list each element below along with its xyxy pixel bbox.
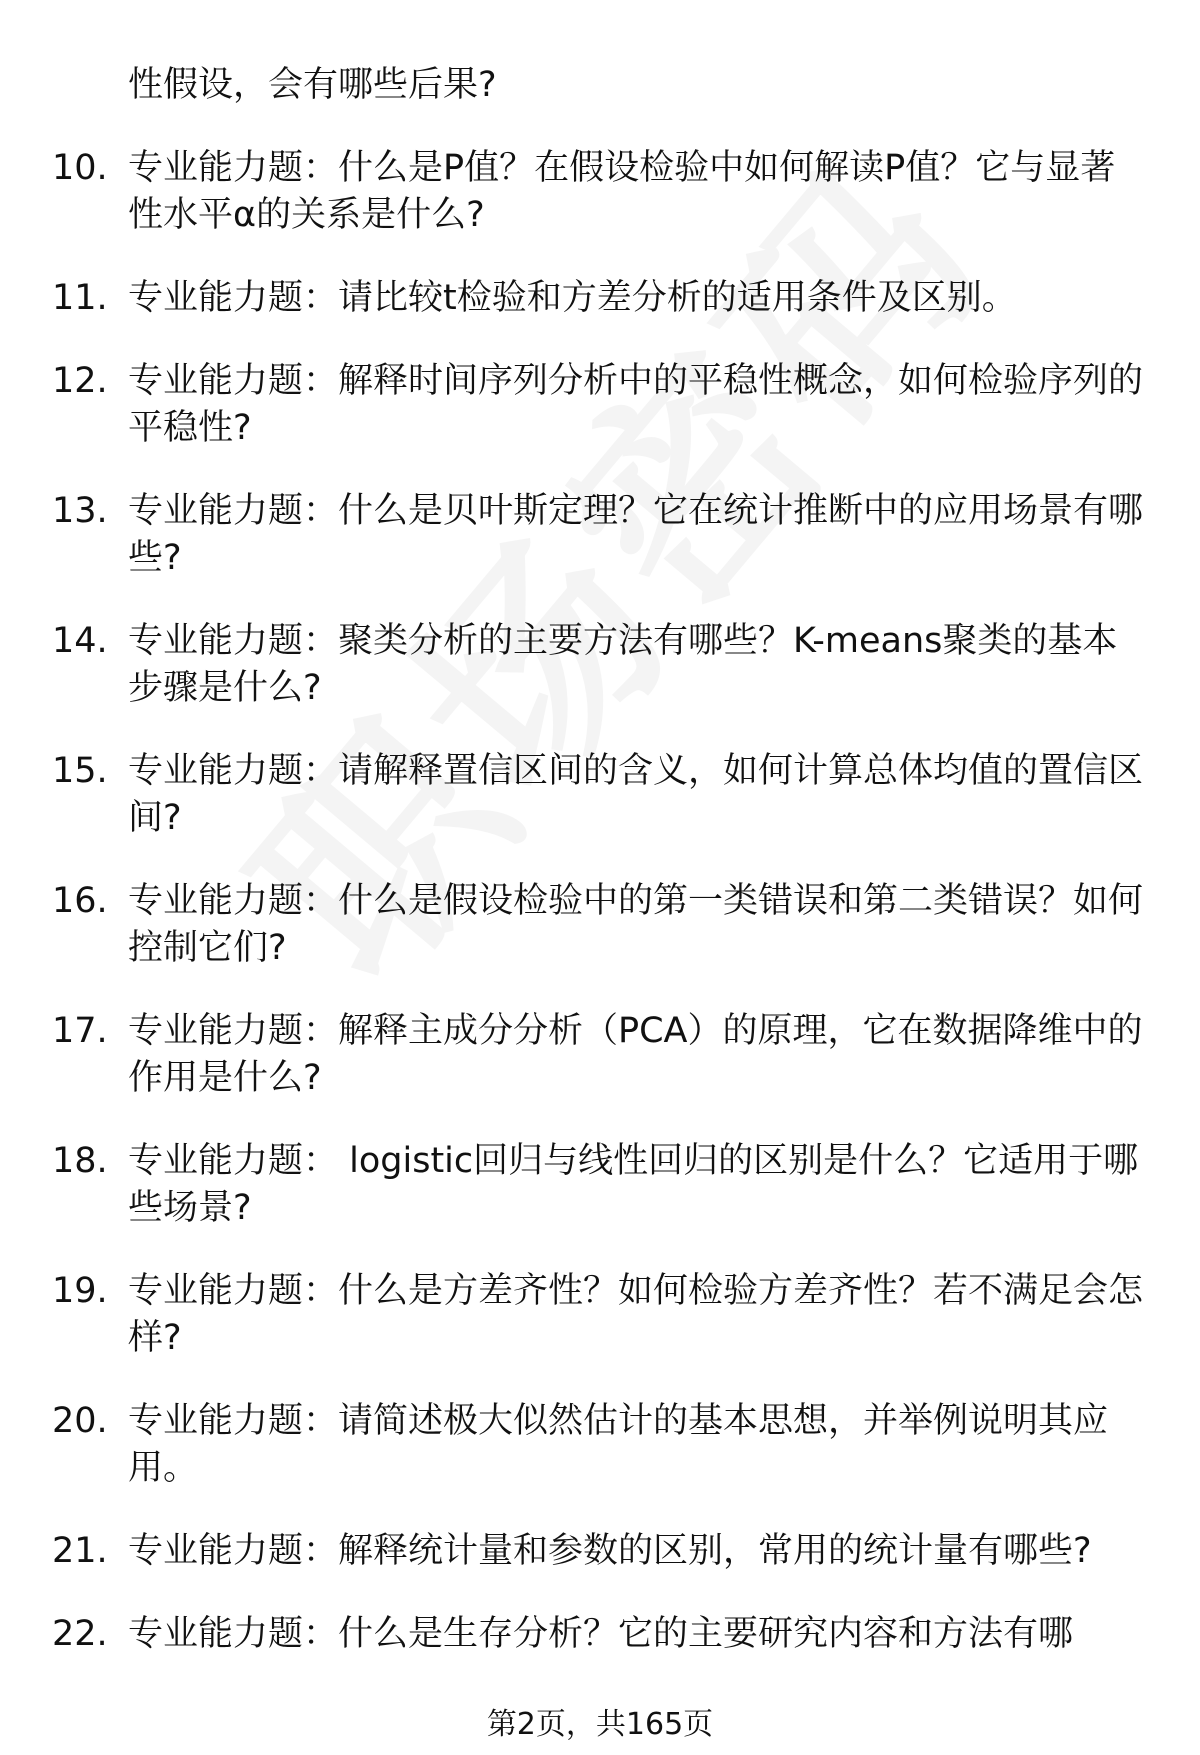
question-number: 10.	[52, 148, 108, 188]
question-number: 19.	[52, 1271, 108, 1311]
question-number: 15.	[52, 751, 108, 791]
question-text: 专业能力题：解释统计量和参数的区别，常用的统计量有哪些?	[128, 1531, 1092, 1571]
question-item	[0, 878, 1200, 972]
question-item	[0, 1138, 1200, 1232]
question-number: 14.	[52, 621, 108, 661]
question-number: 16.	[52, 881, 108, 921]
question-text: 专业能力题：什么是方差齐性？如何检验方差齐性？若不满足会怎样?	[128, 1271, 1144, 1358]
question-number: 13.	[52, 491, 108, 531]
question-item	[0, 62, 1200, 109]
question-text: 专业能力题：请简述极大似然估计的基本思想，并举例说明其应用。	[128, 1401, 1109, 1488]
question-text: 性假设，会有哪些后果?	[128, 65, 497, 105]
question-text: 专业能力题：请比较t检验和方差分析的适用条件及区别。	[128, 278, 1017, 318]
question-number: 22.	[52, 1614, 108, 1654]
question-item	[0, 1528, 1200, 1575]
question-text: 专业能力题：聚类分析的主要方法有哪些？K-means聚类的基本步骤是什么?	[128, 621, 1118, 708]
page-footer: 第2页，共165页	[486, 1707, 714, 1742]
question-number: 11.	[52, 278, 108, 318]
question-text: 专业能力题： logistic回归与线性回归的区别是什么？它适用于哪些场景?	[128, 1141, 1139, 1228]
question-number: 18.	[52, 1141, 108, 1181]
question-item	[0, 1611, 1200, 1658]
question-text: 专业能力题：什么是P值？在假设检验中如何解读P值？它与显著性水平α的关系是什么?	[128, 148, 1116, 235]
question-text: 专业能力题：什么是生存分析？它的主要研究内容和方法有哪	[128, 1614, 1074, 1654]
question-list	[0, 62, 1200, 1694]
question-number: 20.	[52, 1401, 108, 1441]
question-item	[0, 358, 1200, 452]
question-text: 专业能力题：解释时间序列分析中的平稳性概念，如何检验序列的平稳性?	[128, 361, 1144, 448]
question-item	[0, 488, 1200, 582]
question-text: 专业能力题：什么是假设检验中的第一类错误和第二类错误？如何控制它们?	[128, 881, 1144, 968]
question-item	[0, 145, 1200, 239]
question-text: 专业能力题：解释主成分分析（PCA）的原理，它在数据降维中的作用是什么?	[128, 1011, 1143, 1098]
question-item	[0, 1268, 1200, 1362]
question-text: 专业能力题：什么是贝叶斯定理？它在统计推断中的应用场景有哪些?	[128, 491, 1144, 578]
question-number: 17.	[52, 1011, 108, 1051]
question-item	[0, 618, 1200, 712]
question-item	[0, 275, 1200, 322]
question-item	[0, 1398, 1200, 1492]
question-item	[0, 1008, 1200, 1102]
question-number: 12.	[52, 361, 108, 401]
question-item	[0, 748, 1200, 842]
question-text: 专业能力题：请解释置信区间的含义，如何计算总体均值的置信区间?	[128, 751, 1144, 838]
question-number: 21.	[52, 1531, 108, 1571]
